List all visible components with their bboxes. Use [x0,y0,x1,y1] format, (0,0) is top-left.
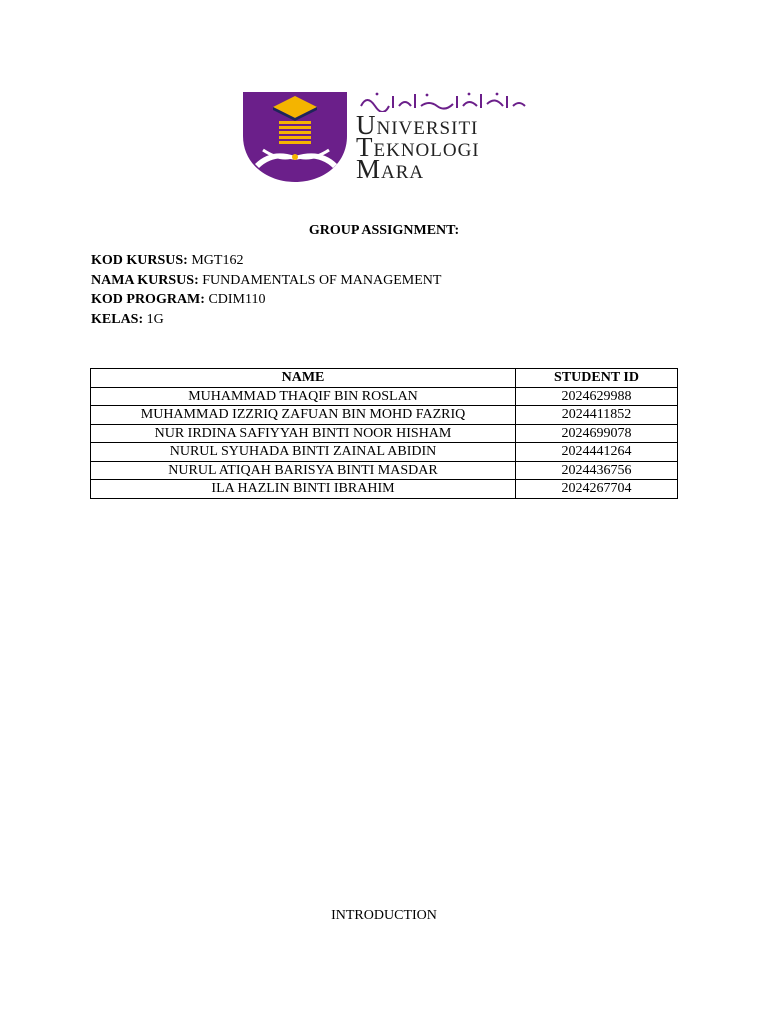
class-row [91,310,441,330]
members-table [90,368,678,499]
table-row [91,461,678,480]
program-code-value: CDIM110 [208,292,266,308]
table-row [91,443,678,462]
logo-text-mara: Mara [356,154,425,184]
course-code-row [91,251,441,271]
member-name: MUHAMMAD THAQIF BIN ROSLAN [91,387,516,406]
class-value: 1G [146,311,164,327]
crest-icon [241,90,351,184]
program-code-row [91,290,441,310]
member-name: NUR IRDINA SAFIYYAH BINTI NOOR HISHAM [91,424,516,443]
table-row [91,387,678,406]
column-header-student-id: STUDENT ID [516,369,678,388]
member-name: NURUL ATIQAH BARISYA BINTI MASDAR [91,461,516,480]
course-name-row [91,271,441,291]
member-student-id: 2024441264 [516,443,678,462]
member-name: NURUL SYUHADA BINTI ZAINAL ABIDIN [91,443,516,462]
table-row [91,480,678,499]
assignment-title: GROUP ASSIGNMENT: [308,223,460,238]
course-name-label: NAMA KURSUS: [91,272,199,288]
course-code-value: MGT162 [191,253,244,268]
logo-jawi-script [357,90,529,112]
member-student-id: 2024629988 [516,387,678,406]
table-row [91,424,678,443]
column-header-name: NAME [91,369,516,388]
member-name: MUHAMMAD IZZRIQ ZAFUAN BIN MOHD FAZRIQ [91,406,516,425]
introduction-heading: INTRODUCTION [331,908,437,923]
member-student-id: 2024267704 [516,480,678,499]
member-student-id: 2024436756 [516,461,678,480]
program-code-label: KOD PROGRAM: [91,292,205,308]
member-student-id: 2024699078 [516,424,678,443]
class-label: KELAS: [91,311,144,327]
university-logo [241,90,531,184]
jawi-script-icon [357,90,529,112]
table-header-row [91,369,678,388]
member-student-id: 2024411852 [516,406,678,425]
logo-text-universiti: Universiti [356,110,479,140]
course-info [91,251,441,329]
table-row [91,406,678,425]
member-name: ILA HAZLIN BINTI IBRAHIM [91,480,516,499]
course-code-label: KOD KURSUS: [91,253,188,268]
course-name-value: FUNDAMENTALS OF MANAGEMENT [202,272,442,288]
logo-text-teknologi: Teknologi [356,132,480,162]
